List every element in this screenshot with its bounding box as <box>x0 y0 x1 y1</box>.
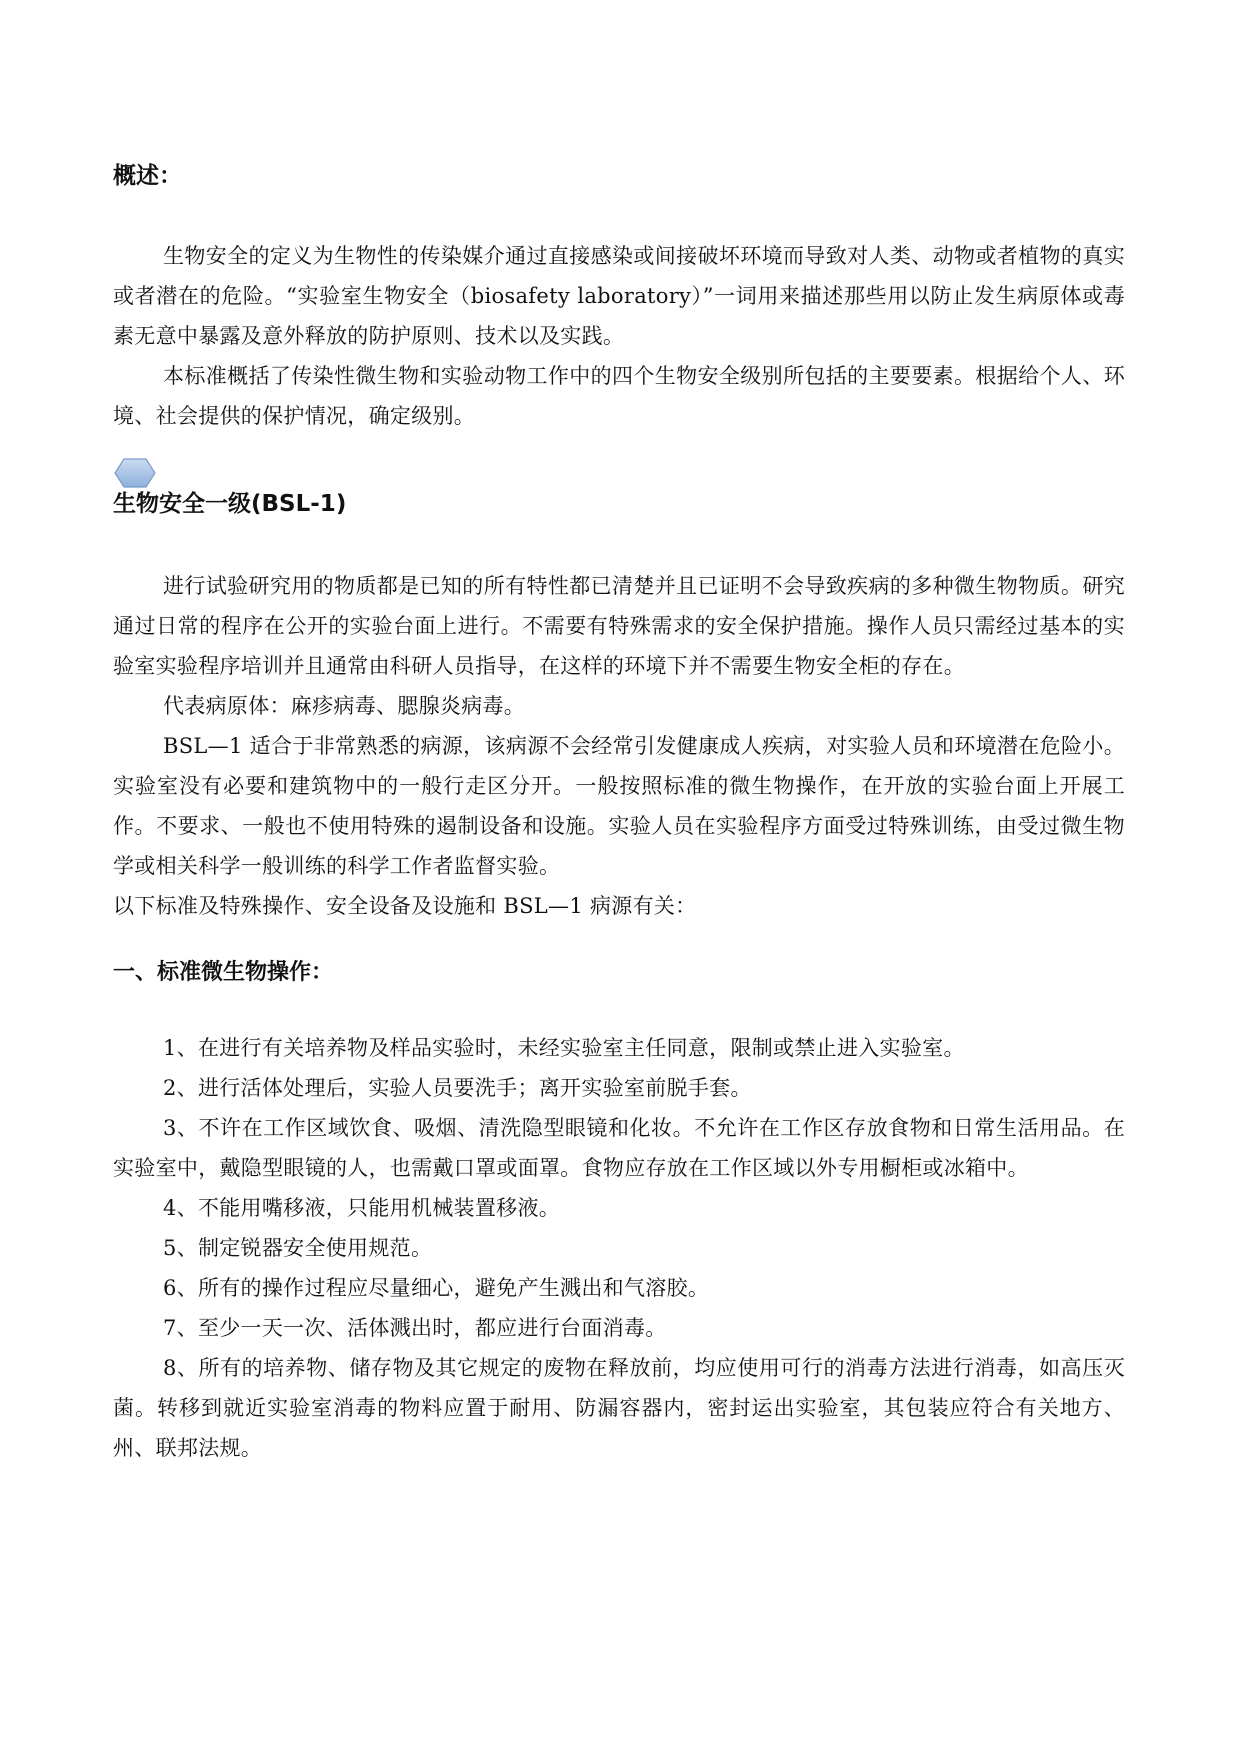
standard-ops-item: 5、制定锐器安全使用规范。 <box>163 1236 433 1260</box>
standard-ops-heading: 一、标准微生物操作： <box>113 959 334 985</box>
overview-paragraph: 本标准概括了传染性微生物和实验动物工作中的四个生物安全级别所包括的主要要素。根据给个人、环境、社会提供的保护情况，确定级别。 <box>113 364 1125 428</box>
bsl1-heading: 生物安全一级(BSL-1) <box>113 491 347 517</box>
bsl1-paragraph: 代表病原体：麻疹病毒、腮腺炎病毒。 <box>163 694 526 718</box>
standard-ops-item: 4、不能用嘴移液，只能用机械装置移液。 <box>163 1196 561 1220</box>
standard-ops-item: 7、至少一天一次、活体溅出时，都应进行台面消毒。 <box>163 1316 667 1340</box>
bsl1-paragraph: BSL—1 适合于非常熟悉的病源，该病源不会经常引发健康成人疾病，对实验人员和环境潜在危险小。实验室没有必要和建筑物中的一般行走区分开。一般按照标准的微生物操作，在开放的实验台面上开展工作。不要求、一般也不使用特殊的遏制设备和设施。实验人员在实验程序方面受过特殊训练，由受过微生物学或相关科学一般训练的科学工作者监督实验。 <box>113 734 1125 878</box>
standard-ops-item: 8、所有的培养物、储存物及其它规定的废物在释放前，均应使用可行的消毒方法进行消毒，如高压灭菌。转移到就近实验室消毒的物料应置于耐用、防漏容器内，密封运出实验室，其包装应符合有关地方、州、联邦法规。 <box>113 1356 1125 1460</box>
standard-ops-item: 6、所有的操作过程应尽量细心，避免产生溅出和气溶胶。 <box>163 1276 710 1300</box>
overview-heading: 概述： <box>113 163 182 189</box>
document-content <box>113 160 1125 1468</box>
standard-ops-item: 3、不许在工作区域饮食、吸烟、清洗隐型眼镜和化妆。不允许在工作区存放食物和日常生活用品。在实验室中，戴隐型眼镜的人，也需戴口罩或面罩。食物应存放在工作区域以外专用橱柜或冰箱中。 <box>113 1116 1125 1180</box>
standard-ops-item: 2、进行活体处理后，实验人员要洗手；离开实验室前脱手套。 <box>163 1076 752 1100</box>
bsl1-paragraph: 进行试验研究用的物质都是已知的所有特性都已清楚并且已证明不会导致疾病的多种微生物物质。研究通过日常的程序在公开的实验台面上进行。不需要有特殊需求的安全保护措施。操作人员只需经过基本的实验室实验程序培训并且通常由科研人员指导，在这样的环境下并不需要生物安全柜的存在。 <box>113 574 1125 678</box>
bsl1-heading-block <box>113 458 1125 520</box>
bsl1-intro-line: 以下标准及特殊操作、安全设备及设施和 BSL—1 病源有关： <box>113 894 697 918</box>
hexagon-shape-icon <box>114 458 156 488</box>
standard-ops-item: 1、在进行有关培养物及样品实验时，未经实验室主任同意，限制或禁止进入实验室。 <box>163 1036 965 1060</box>
overview-paragraph: 生物安全的定义为生物性的传染媒介通过直接感染或间接破坏环境而导致对人类、动物或者植物的真实或者潜在的危险。“实验室生物安全（biosafety laboratory）”一词用来描述那些用以防止发生病原体或毒素无意中暴露及意外释放的防护原则、技术以及实践。 <box>113 244 1125 348</box>
